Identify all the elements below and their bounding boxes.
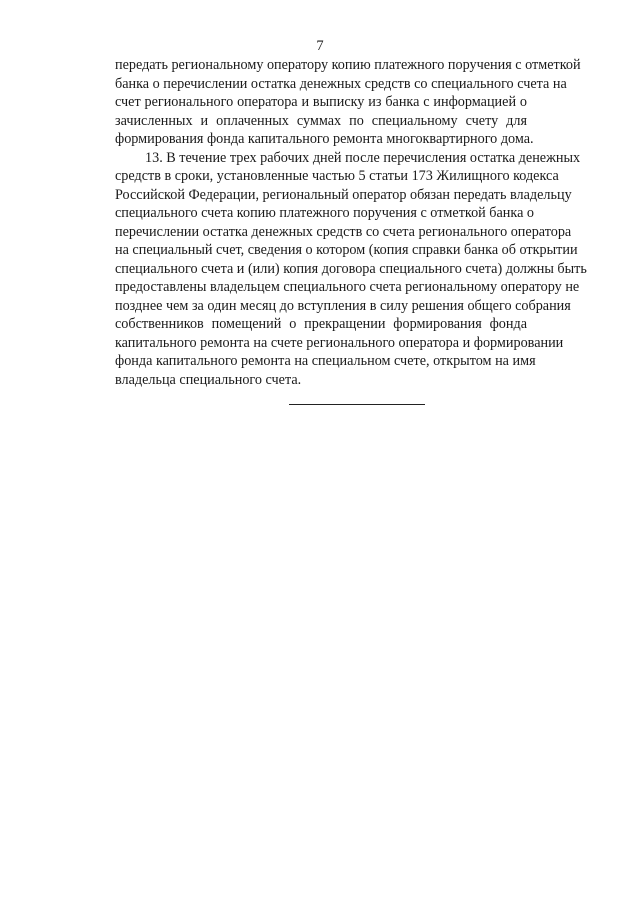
text-line: банка о перечислении остатка денежных средств со специального счета на — [115, 75, 567, 92]
text-line: Российской Федерации, региональный оператор обязан передать владельцу — [115, 186, 572, 203]
text-line: 13. В течение трех рабочих дней после перечисления остатка денежных — [145, 149, 581, 166]
text-line: средств в сроки, установленные частью 5 статьи 173 Жилищного кодекса — [115, 168, 559, 184]
text-line: на специальный счет, сведения о котором (копия справки банка об открытии — [115, 242, 578, 258]
text-line: зачисленных и оплаченных суммах по специальному счету для — [115, 112, 527, 129]
text-line: собственников помещений о прекращении формирования фонда — [115, 316, 527, 332]
text-line: капитального ремонта на счете регионального оператора и формировании — [115, 334, 564, 351]
text-line: владельца специального счета. — [115, 371, 302, 388]
text-line: фонда капитального ремонта на специальном счете, открытом на имя — [115, 353, 536, 369]
text-line: специального счета копию платежного поручения с отметкой банка о — [115, 205, 535, 221]
text-line: специального счета и (или) копия договора специального счета) должны быть — [115, 260, 587, 277]
text-line: передать региональному оператору копию платежного поручения с отметкой — [115, 57, 581, 73]
text-line: предоставлены владельцем специального счета региональному оператору не — [115, 279, 580, 295]
end-separator-line — [289, 404, 425, 405]
text-line: счет регионального оператора и выписку из банка с информацией о — [115, 94, 527, 110]
page-number: 7 — [316, 38, 324, 54]
body-text — [115, 56, 587, 389]
paragraph-12-end — [115, 56, 581, 149]
text-line: формирования фонда капитального ремонта многоквартирного дома. — [115, 131, 534, 147]
paragraph-13 — [115, 149, 587, 390]
text-line: перечислении остатка денежных средств со счета регионального оператора — [115, 223, 572, 240]
text-line: позднее чем за один месяц до вступления в силу решения общего собрания — [115, 297, 571, 314]
